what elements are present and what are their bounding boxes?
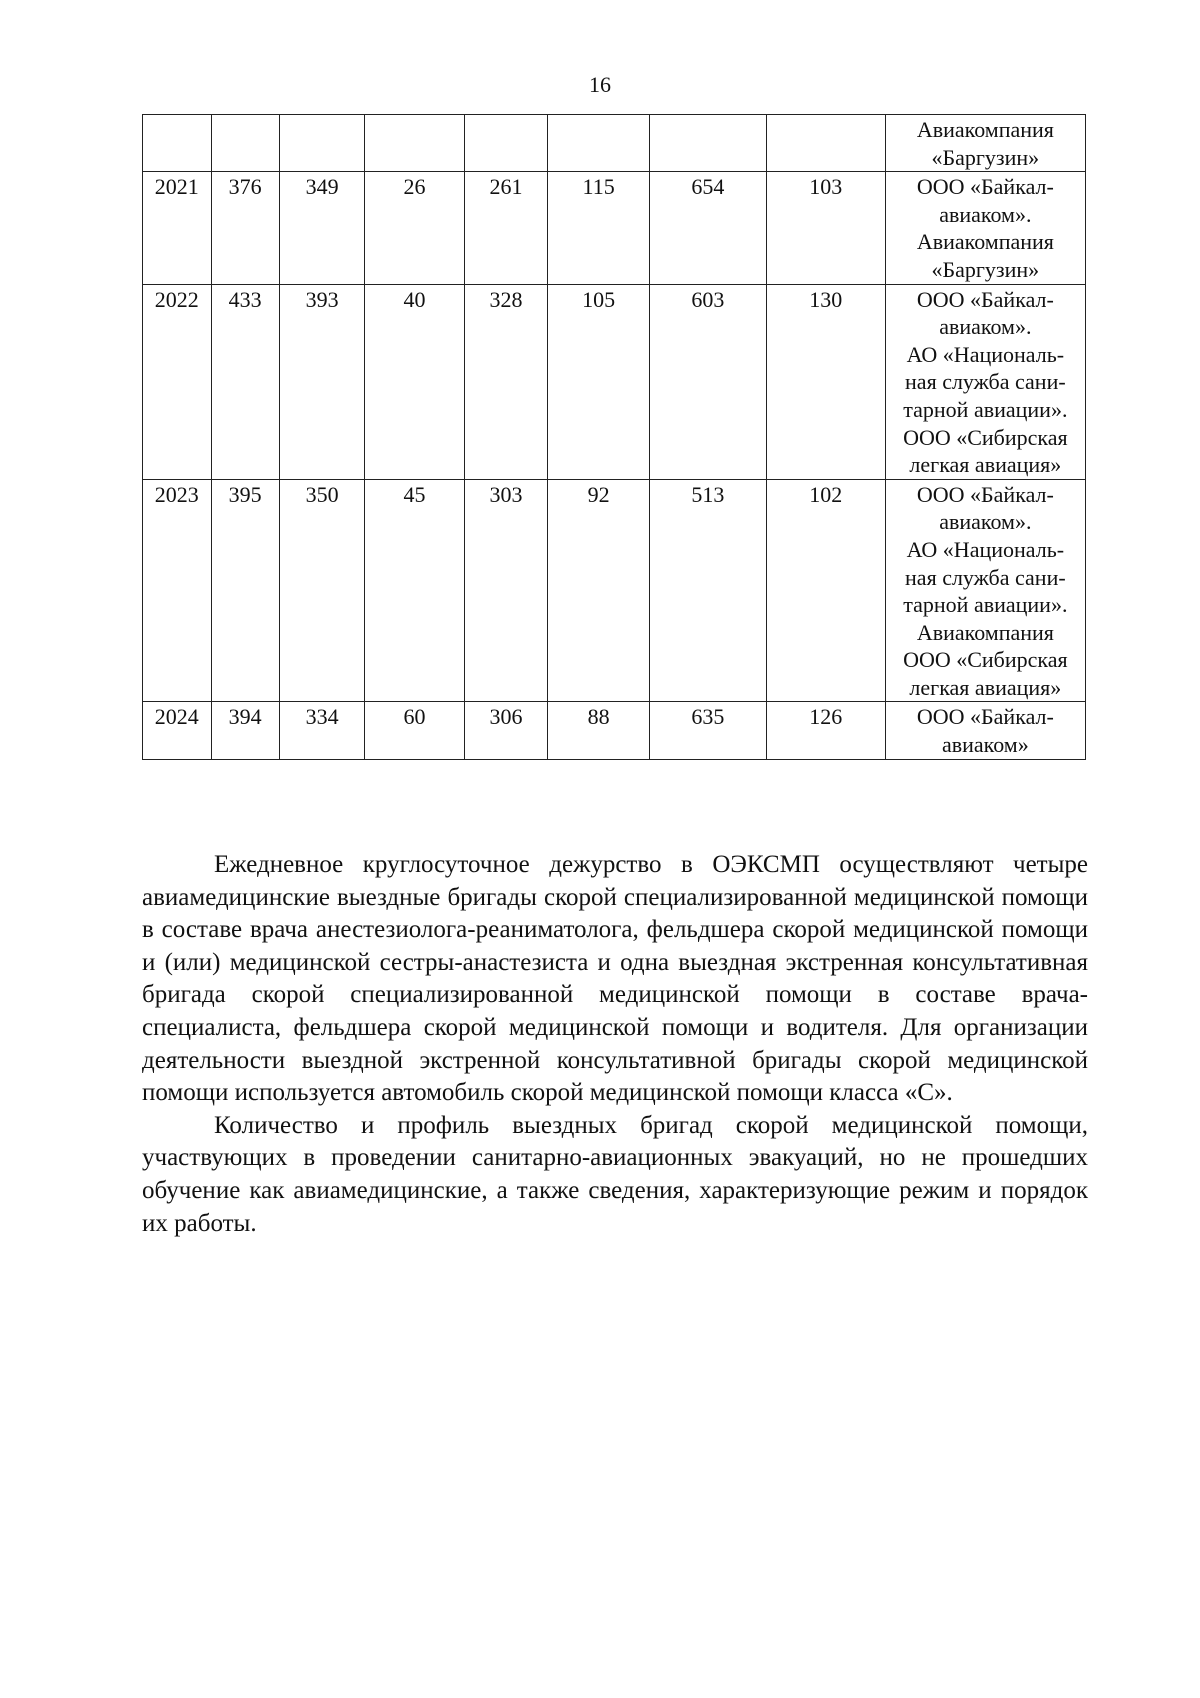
table-cell-value: 102 [766,479,885,702]
organization-line: тарной авиации». [903,592,1068,618]
table-cell-value: 303 [464,479,548,702]
table-cell-year [143,115,212,172]
table-row [143,172,1086,284]
organization-line: авиаком». [939,509,1032,535]
table-cell-organization [885,284,1085,479]
table-cell-value: 334 [279,702,365,759]
organization-line: Авиакомпания [916,117,1054,142]
organization-line: авиаком». [939,201,1032,227]
paragraph-brigades: Количество и профиль выездных бригад скорой медицинской помощи, участвующих в проведении санитарно-авиационных эвакуаций, но не прошедших обучение как авиамедицинские, а также сведения, характеризующие режим и порядок их работы. [142,1111,1088,1237]
organization-line: ООО «Сибирская [903,424,1068,450]
organization-line: легкая авиация» [909,674,1062,700]
paragraph-duty: Ежедневное круглосуточное дежурство в ОЭКСМП осуществляют четыре авиамедицинские выездные бригады скорой специализированной медицинской помощи в составе врача анестезиолога-реаниматолога, фельдшера скорой медицинской помощи и (или) медицинской сестры-анастезиста и одна выездная экстренная консультативная бригада скорой специализированной медицинской помощи в составе врача-специалиста, фельдшера скорой медицинской помощи и водителя. Для организации деятельности выездной экстренной консультативной бригады скорой медицинской помощи используется автомобиль скорой медицинской помощи класса «С». [142,851,1088,1107]
organization-line: авиаком». [939,314,1032,340]
table-cell-value: 635 [649,702,766,759]
table-cell-value: 261 [464,172,548,284]
table-cell-value: 115 [548,172,649,284]
table-cell-value: 395 [211,479,279,702]
table-cell-value: 105 [548,284,649,479]
table-cell-value [548,115,649,172]
table-cell-year: 2024 [143,702,212,759]
table-cell-organization [885,702,1085,759]
organization-line: тарной авиации». [903,396,1068,422]
table-cell-value [649,115,766,172]
table-cell-value: 376 [211,172,279,284]
table-cell-value: 40 [365,284,464,479]
table-cell-value: 394 [211,702,279,759]
table-cell-value: 349 [279,172,365,284]
table-cell-value: 45 [365,479,464,702]
table-cell-value: 433 [211,284,279,479]
table-cell-year: 2022 [143,284,212,479]
organization-line: Авиакомпания [916,229,1054,255]
table-cell-value [464,115,548,172]
organization-line: ная служба сани- [905,564,1066,590]
organization-line: авиаком» [941,732,1029,758]
organization-line: ООО «Байкал- [916,704,1054,730]
table-cell-organization [885,172,1085,284]
table-cell-value: 350 [279,479,365,702]
table-cell-value [365,115,464,172]
organization-line: ООО «Байкал- [916,286,1054,312]
table-cell-value: 92 [548,479,649,702]
organization-line: АО «Националь- [906,341,1065,367]
table-cell-organization [885,115,1085,172]
table-row [143,702,1086,759]
table-cell-value: 130 [766,284,885,479]
table-cell-value: 328 [464,284,548,479]
table-cell-value: 103 [766,172,885,284]
table-cell-year: 2021 [143,172,212,284]
body-text [142,849,1088,1240]
table-cell-value [211,115,279,172]
organization-line: ООО «Сибирская [903,647,1068,673]
statistics-table [142,114,1086,760]
page-number: 16 [589,72,611,97]
table-cell-value: 603 [649,284,766,479]
table-cell-organization [885,479,1085,702]
table-cell-value: 393 [279,284,365,479]
organization-line: «Баргузин» [931,144,1040,170]
organization-line: Авиакомпания [916,619,1054,645]
table-cell-value: 654 [649,172,766,284]
table-cell-value: 513 [649,479,766,702]
table-cell-value: 88 [548,702,649,759]
organization-line: ООО «Байкал- [916,481,1054,507]
table-cell-year: 2023 [143,479,212,702]
table-cell-value: 26 [365,172,464,284]
organization-line: ная служба сани- [905,369,1066,395]
organization-line: легкая авиация» [909,452,1062,478]
organization-line: АО «Националь- [906,536,1065,562]
table-row [143,115,1086,172]
organization-line: «Баргузин» [931,256,1040,282]
table-row [143,479,1086,702]
organization-line: ООО «Байкал- [916,174,1054,200]
table-row [143,284,1086,479]
table-cell-value: 60 [365,702,464,759]
table-cell-value [766,115,885,172]
table-cell-value [279,115,365,172]
table-cell-value: 126 [766,702,885,759]
table-cell-value: 306 [464,702,548,759]
